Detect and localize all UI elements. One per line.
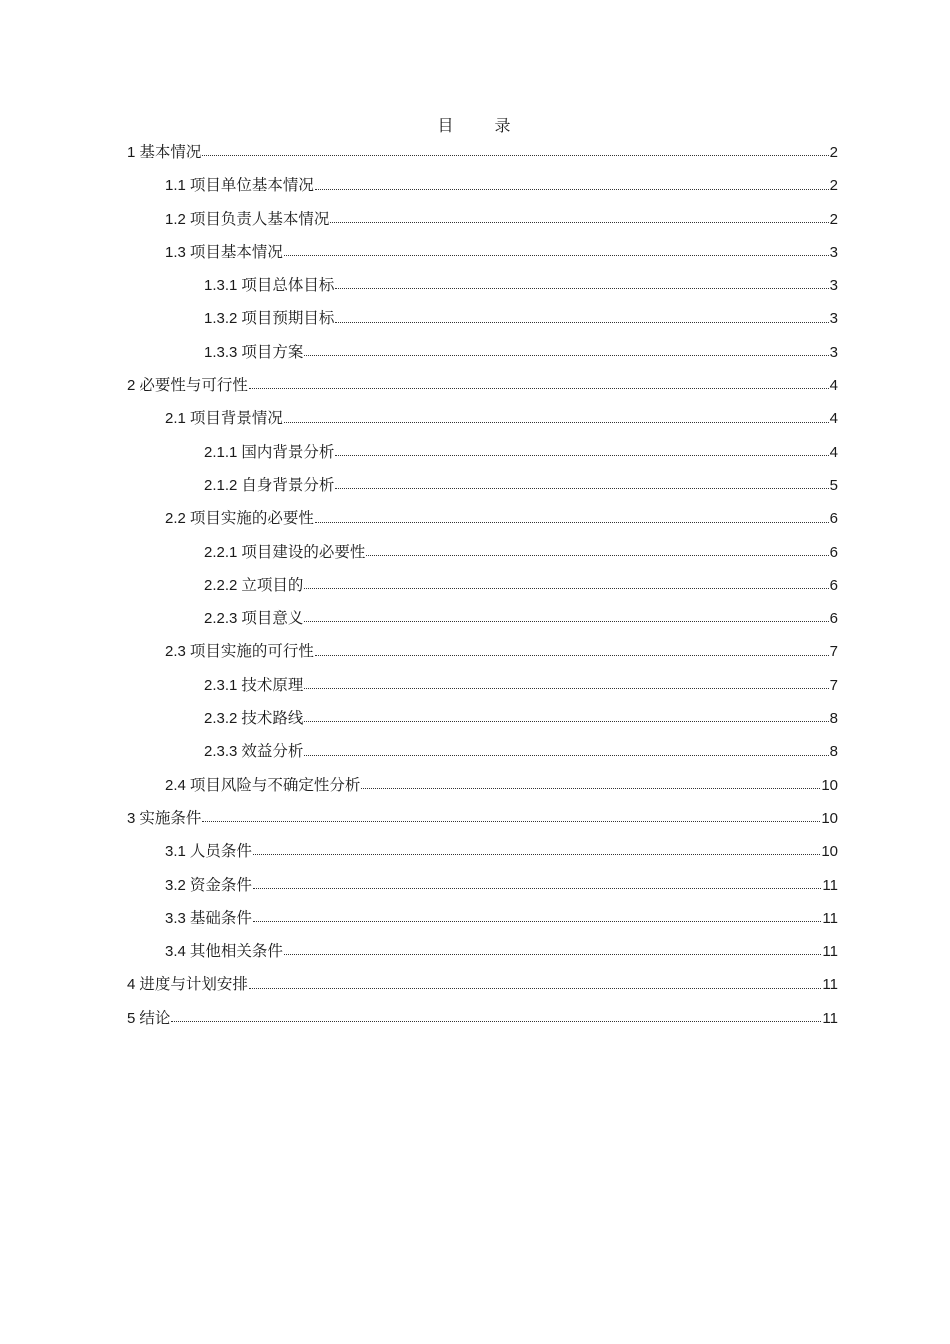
toc-dot-leader bbox=[315, 175, 829, 191]
toc-entry-page-number: 3 bbox=[829, 243, 838, 261]
toc-dot-leader bbox=[335, 441, 828, 457]
toc-entry-number: 2.3.1 bbox=[204, 676, 238, 694]
toc-entry-title: 基本情况 bbox=[139, 143, 202, 161]
toc-entry-title: 项目负责人基本情况 bbox=[189, 209, 330, 228]
toc-entry-number: 2.2.3 bbox=[204, 610, 238, 628]
toc-entry[interactable] bbox=[127, 203, 838, 236]
toc-entry-title: 国内背景分析 bbox=[241, 442, 335, 461]
toc-entry-title: 项目基本情况 bbox=[189, 242, 283, 261]
toc-entry-number: 3.1 bbox=[165, 843, 186, 861]
toc-entry[interactable] bbox=[127, 935, 838, 968]
toc-entry[interactable] bbox=[127, 302, 838, 335]
toc-dot-leader bbox=[253, 841, 820, 857]
toc-dot-leader bbox=[335, 308, 828, 324]
toc-entry-number: 5 bbox=[127, 1009, 136, 1027]
toc-entry[interactable] bbox=[127, 336, 838, 369]
toc-dot-leader bbox=[304, 741, 828, 757]
toc-entry[interactable] bbox=[127, 169, 838, 202]
toc-list bbox=[127, 136, 838, 1035]
toc-entry-number: 3.2 bbox=[165, 876, 186, 894]
toc-entry[interactable] bbox=[127, 902, 838, 935]
toc-entry-page-number: 6 bbox=[829, 543, 838, 561]
toc-dot-leader bbox=[253, 907, 822, 923]
toc-entry[interactable] bbox=[127, 369, 838, 402]
toc-dot-leader bbox=[304, 608, 828, 624]
toc-dot-leader bbox=[366, 541, 828, 557]
toc-entry-title: 人员条件 bbox=[189, 842, 252, 861]
toc-dot-leader bbox=[304, 674, 828, 690]
toc-entry[interactable] bbox=[127, 269, 838, 302]
toc-entry-number: 2.1 bbox=[165, 410, 186, 428]
toc-entry-page-number: 6 bbox=[829, 610, 838, 628]
toc-entry-title: 资金条件 bbox=[189, 875, 252, 894]
toc-dot-leader bbox=[284, 408, 829, 424]
toc-title: 目 录 bbox=[437, 116, 529, 135]
toc-entry-title: 技术路线 bbox=[241, 709, 304, 728]
toc-entry-number: 2.2.2 bbox=[204, 576, 238, 594]
toc-entry-page-number: 10 bbox=[821, 776, 838, 794]
toc-dot-leader bbox=[284, 941, 822, 957]
toc-entry-number: 4 bbox=[127, 976, 136, 994]
toc-entry-page-number: 7 bbox=[829, 643, 838, 661]
toc-dot-leader bbox=[304, 341, 828, 357]
toc-entry[interactable] bbox=[127, 602, 838, 635]
toc-entry-number: 2.3 bbox=[165, 643, 186, 661]
toc-dot-leader bbox=[202, 142, 828, 158]
toc-entry-page-number: 11 bbox=[822, 1009, 838, 1027]
toc-entry-page-number: 6 bbox=[829, 510, 838, 528]
toc-entry-number: 2.1.1 bbox=[204, 443, 238, 461]
toc-entry-page-number: 3 bbox=[829, 277, 838, 295]
toc-entry[interactable] bbox=[127, 968, 838, 1001]
toc-entry-title: 必要性与可行性 bbox=[139, 376, 248, 395]
toc-entry-number: 1 bbox=[127, 144, 136, 161]
toc-entry-title: 技术原理 bbox=[241, 675, 304, 694]
toc-dot-leader bbox=[249, 974, 822, 990]
toc-entry-number: 3.4 bbox=[165, 943, 186, 961]
toc-entry[interactable] bbox=[127, 635, 838, 668]
toc-entry[interactable] bbox=[127, 835, 838, 868]
toc-entry[interactable] bbox=[127, 869, 838, 902]
toc-entry-title: 项目建设的必要性 bbox=[241, 542, 366, 561]
toc-dot-leader bbox=[335, 275, 828, 291]
toc-entry[interactable] bbox=[127, 402, 838, 435]
toc-entry-page-number: 11 bbox=[822, 976, 838, 994]
toc-entry-title: 实施条件 bbox=[139, 808, 202, 827]
toc-entry[interactable] bbox=[127, 536, 838, 569]
toc-entry[interactable] bbox=[127, 669, 838, 702]
toc-entry-title: 项目意义 bbox=[241, 609, 304, 628]
toc-entry-page-number: 10 bbox=[821, 809, 838, 827]
toc-entry-page-number: 4 bbox=[829, 377, 838, 395]
toc-entry-title: 立项目的 bbox=[241, 575, 304, 594]
toc-entry-number: 1.3.3 bbox=[204, 343, 238, 361]
toc-entry-title: 进度与计划安排 bbox=[139, 975, 248, 994]
toc-entry-number: 1.2 bbox=[165, 210, 186, 228]
toc-entry-page-number: 2 bbox=[829, 210, 838, 228]
toc-entry-title: 项目风险与不确定性分析 bbox=[189, 775, 361, 794]
toc-entry-number: 2.3.2 bbox=[204, 710, 238, 728]
toc-entry-page-number: 10 bbox=[821, 843, 838, 861]
toc-entry[interactable] bbox=[127, 502, 838, 535]
toc-dot-leader bbox=[171, 1007, 821, 1023]
toc-dot-leader bbox=[304, 574, 828, 590]
toc-entry-page-number: 11 bbox=[822, 943, 838, 961]
toc-entry-title: 效益分析 bbox=[241, 742, 304, 761]
toc-entry[interactable] bbox=[127, 735, 838, 768]
toc-dot-leader bbox=[253, 874, 822, 890]
toc-entry-number: 1.3.2 bbox=[204, 310, 238, 328]
toc-entry-page-number: 7 bbox=[829, 676, 838, 694]
toc-entry[interactable] bbox=[127, 769, 838, 802]
toc-entry-page-number: 2 bbox=[829, 177, 838, 195]
toc-entry-page-number: 3 bbox=[829, 310, 838, 328]
toc-dot-leader bbox=[335, 474, 828, 490]
toc-dot-leader bbox=[202, 807, 820, 823]
toc-entry-number: 2.1.2 bbox=[204, 476, 238, 494]
toc-entry-page-number: 4 bbox=[829, 443, 838, 461]
toc-entry-title: 项目单位基本情况 bbox=[189, 176, 314, 195]
toc-dot-leader bbox=[315, 641, 829, 657]
toc-entry[interactable] bbox=[127, 1002, 838, 1035]
toc-entry-number: 2 bbox=[127, 377, 136, 395]
toc-entry-page-number: 8 bbox=[829, 710, 838, 728]
toc-entry[interactable] bbox=[127, 802, 838, 835]
toc-entry-number: 2.2.1 bbox=[204, 543, 238, 561]
toc-entry[interactable] bbox=[127, 236, 838, 269]
toc-entry[interactable] bbox=[127, 136, 838, 169]
toc-entry-title: 项目总体目标 bbox=[241, 276, 335, 295]
toc-dot-leader bbox=[284, 241, 829, 257]
toc-entry-page-number: 4 bbox=[829, 410, 838, 428]
toc-entry-number: 2.3.3 bbox=[204, 743, 238, 761]
toc-entry-title: 项目实施的必要性 bbox=[189, 509, 314, 528]
toc-entry-title: 自身背景分析 bbox=[241, 475, 335, 494]
toc-entry-number: 2.2 bbox=[165, 510, 186, 528]
toc-entry-title: 项目背景情况 bbox=[189, 409, 283, 428]
toc-entry-page-number: 6 bbox=[829, 576, 838, 594]
toc-dot-leader bbox=[361, 774, 820, 790]
toc-entry-page-number: 11 bbox=[822, 909, 838, 927]
toc-entry-page-number: 11 bbox=[822, 876, 838, 894]
toc-entry[interactable] bbox=[127, 436, 838, 469]
toc-entry-title: 项目实施的可行性 bbox=[189, 642, 314, 661]
toc-dot-leader bbox=[304, 708, 828, 724]
toc-entry-title: 结论 bbox=[139, 1008, 171, 1027]
toc-entry-number: 1.1 bbox=[165, 177, 186, 195]
toc-entry-number: 3 bbox=[127, 809, 136, 827]
toc-entry-title: 其他相关条件 bbox=[189, 942, 283, 961]
toc-entry-page-number: 8 bbox=[829, 743, 838, 761]
toc-entry-title: 基础条件 bbox=[189, 908, 252, 927]
toc-entry-title: 项目预期目标 bbox=[241, 309, 335, 328]
toc-dot-leader bbox=[315, 508, 829, 524]
toc-entry[interactable] bbox=[127, 569, 838, 602]
toc-entry-page-number: 5 bbox=[829, 476, 838, 494]
toc-entry-title: 项目方案 bbox=[241, 342, 304, 361]
toc-entry-number: 1.3 bbox=[165, 243, 186, 261]
toc-entry-page-number: 2 bbox=[829, 144, 838, 161]
toc-entry-number: 3.3 bbox=[165, 909, 186, 927]
toc-dot-leader bbox=[249, 375, 829, 391]
toc-entry-page-number: 3 bbox=[829, 343, 838, 361]
toc-entry-number: 2.4 bbox=[165, 776, 186, 794]
toc-entry-number: 1.3.1 bbox=[204, 277, 238, 295]
toc-entry[interactable] bbox=[127, 702, 838, 735]
toc-entry[interactable] bbox=[127, 469, 838, 502]
toc-dot-leader bbox=[330, 208, 828, 224]
